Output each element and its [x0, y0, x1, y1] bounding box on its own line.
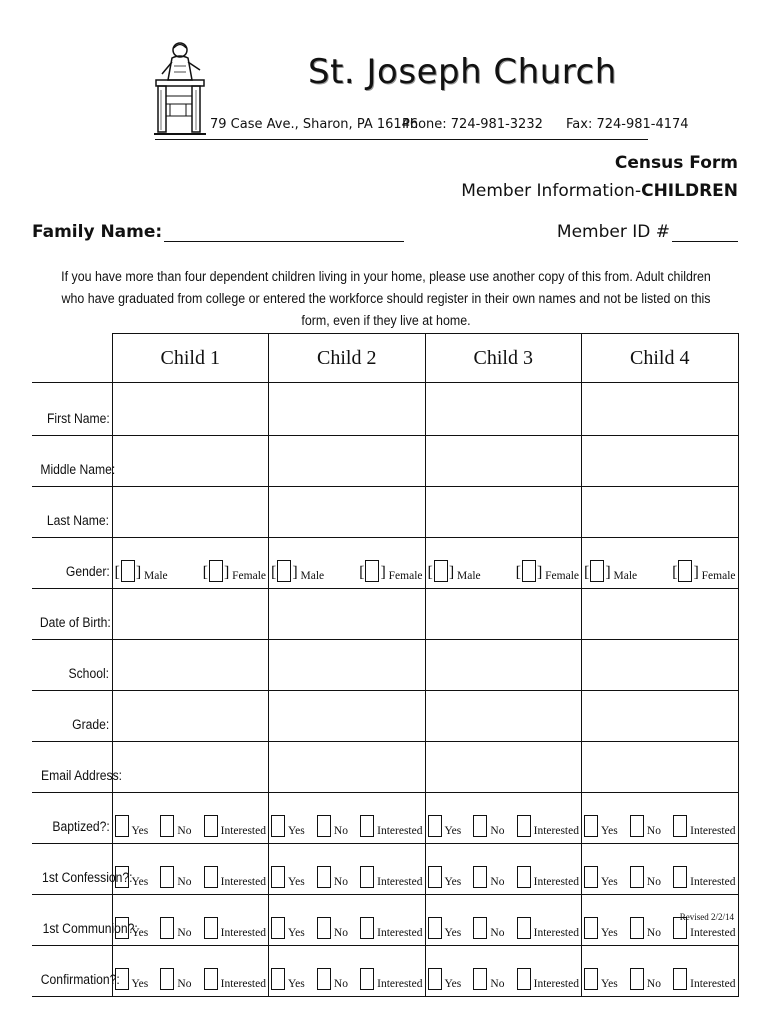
- table-row: [32, 383, 738, 436]
- form-subtitle: [461, 181, 738, 201]
- grade-input[interactable]: [582, 691, 739, 742]
- yes-checkbox[interactable]: [271, 866, 285, 888]
- confession-no-option[interactable]: [160, 866, 191, 888]
- baptized-no-option[interactable]: [160, 815, 191, 837]
- male-label: Male: [300, 570, 325, 582]
- form-instructions: If you have more than four dependent children living in your home, please use another copy of this from. Adult children who have graduated from college or entered the workforce should register in their own names and not be listed on this form, even if they live at home.: [61, 269, 711, 328]
- email-address-input[interactable]: [582, 742, 739, 793]
- member-id-input[interactable]: [672, 225, 738, 242]
- male-option[interactable]: [ ] Male: [271, 560, 324, 582]
- confirmation-no-option[interactable]: [160, 968, 191, 990]
- interested-label: Interested: [533, 825, 579, 837]
- middle-name-label: Middle Name:: [32, 436, 112, 487]
- yes-checkbox[interactable]: [428, 866, 442, 888]
- column-header-child-3: Child 3: [425, 334, 582, 383]
- communion-yes-option[interactable]: [584, 917, 618, 939]
- baptized-no-option[interactable]: [473, 815, 504, 837]
- no-label: No: [177, 978, 192, 990]
- yes-checkbox[interactable]: [584, 968, 598, 990]
- confession-interested-option[interactable]: [360, 866, 422, 888]
- baptized-no-option[interactable]: [630, 815, 661, 837]
- interested-checkbox[interactable]: [204, 917, 218, 939]
- interested-checkbox[interactable]: [517, 815, 531, 837]
- member-id-field: [557, 222, 738, 242]
- no-checkbox[interactable]: [630, 866, 644, 888]
- male-checkbox[interactable]: [590, 560, 604, 582]
- baptized-yes-option[interactable]: [271, 815, 305, 837]
- no-label: No: [177, 927, 192, 939]
- confirmation-no-option[interactable]: [473, 968, 504, 990]
- table-row: [32, 793, 738, 844]
- interested-label: Interested: [533, 978, 579, 990]
- confirmation-yes-option[interactable]: [428, 968, 462, 990]
- communion-options-cell: [269, 895, 426, 946]
- no-label: No: [646, 927, 661, 939]
- communion-options-cell: [425, 895, 582, 946]
- first-name-input[interactable]: [269, 383, 426, 436]
- no-checkbox[interactable]: [473, 815, 487, 837]
- no-label: No: [490, 876, 505, 888]
- female-checkbox[interactable]: [209, 560, 223, 582]
- baptized-yes-option[interactable]: [428, 815, 462, 837]
- communion-no-option[interactable]: [317, 917, 348, 939]
- grade-input[interactable]: [269, 691, 426, 742]
- interested-checkbox[interactable]: [360, 866, 374, 888]
- confirmation-no-option[interactable]: [317, 968, 348, 990]
- baptized-yes-option[interactable]: [115, 815, 149, 837]
- interested-label: Interested: [533, 876, 579, 888]
- female-label: Female: [545, 570, 579, 582]
- confession-options-cell: [112, 844, 269, 895]
- yes-checkbox[interactable]: [115, 815, 129, 837]
- first-name-label: First Name:: [32, 383, 112, 436]
- baptized-interested-option[interactable]: [673, 815, 735, 837]
- baptized-options-cell: [112, 793, 269, 844]
- no-checkbox[interactable]: [317, 815, 331, 837]
- interested-checkbox[interactable]: [673, 968, 687, 990]
- confirmation-options-cell: [269, 946, 426, 997]
- first-name-input[interactable]: [582, 383, 739, 436]
- no-label: No: [490, 825, 505, 837]
- no-label: No: [490, 978, 505, 990]
- yes-label: Yes: [601, 876, 618, 888]
- yes-checkbox[interactable]: [584, 815, 598, 837]
- first-communion-label: 1st Communion?:: [32, 895, 112, 946]
- yes-label: Yes: [288, 825, 305, 837]
- table-row: [32, 844, 738, 895]
- interested-label: Interested: [690, 927, 736, 939]
- church-address: 79 Case Ave., Sharon, PA 16146: [210, 117, 419, 132]
- male-checkbox[interactable]: [277, 560, 291, 582]
- baptized-yes-option[interactable]: [584, 815, 618, 837]
- interested-checkbox[interactable]: [517, 968, 531, 990]
- no-label: No: [646, 876, 661, 888]
- interested-label: Interested: [377, 825, 423, 837]
- school-input[interactable]: [112, 640, 269, 691]
- baptized-interested-option[interactable]: [517, 815, 579, 837]
- yes-label: Yes: [131, 978, 149, 990]
- male-option[interactable]: [ ] Male: [584, 560, 637, 582]
- yes-label: Yes: [444, 978, 462, 990]
- communion-interested-option[interactable]: [360, 917, 422, 939]
- interested-label: Interested: [220, 825, 266, 837]
- confirmation-options-cell: [112, 946, 269, 997]
- last-name-input[interactable]: [112, 487, 269, 538]
- male-option[interactable]: [ ] Male: [115, 560, 168, 582]
- church-phone: Phone: 724-981-3232: [402, 117, 543, 132]
- no-checkbox[interactable]: [317, 968, 331, 990]
- carpenter-saint-joseph-icon: [152, 40, 208, 138]
- female-checkbox[interactable]: [678, 560, 692, 582]
- no-label: No: [333, 978, 348, 990]
- female-option[interactable]: [ ] Female: [516, 560, 579, 582]
- communion-no-option[interactable]: [630, 917, 661, 939]
- yes-checkbox[interactable]: [584, 866, 598, 888]
- revision-date: Revised 2/2/14: [679, 912, 734, 922]
- female-option[interactable]: [ ] Female: [359, 560, 422, 582]
- header-divider: [155, 139, 648, 140]
- gender-label: Gender:: [32, 538, 112, 589]
- yes-label: Yes: [288, 927, 305, 939]
- middle-name-input[interactable]: [582, 436, 739, 487]
- no-checkbox[interactable]: [317, 866, 331, 888]
- confirmation-options-cell: [582, 946, 739, 997]
- confession-no-option[interactable]: [473, 866, 504, 888]
- no-checkbox[interactable]: [160, 815, 174, 837]
- confession-interested-option[interactable]: [517, 866, 579, 888]
- interested-label: Interested: [220, 876, 266, 888]
- no-checkbox[interactable]: [160, 968, 174, 990]
- confirmation-yes-option[interactable]: [271, 968, 305, 990]
- table-row: [32, 436, 738, 487]
- form-title: Census Form: [614, 153, 738, 173]
- yes-label: Yes: [131, 876, 149, 888]
- no-label: No: [177, 825, 192, 837]
- interested-checkbox[interactable]: [517, 917, 531, 939]
- table-corner: [32, 334, 112, 383]
- confirmation-interested-option[interactable]: [517, 968, 579, 990]
- yes-label: Yes: [601, 927, 618, 939]
- no-label: No: [646, 978, 661, 990]
- yes-label: Yes: [601, 978, 618, 990]
- confirmation-yes-option[interactable]: [584, 968, 618, 990]
- yes-checkbox[interactable]: [428, 917, 442, 939]
- grade-label: Grade:: [32, 691, 112, 742]
- last-name-label: Last Name:: [32, 487, 112, 538]
- yes-label: Yes: [131, 825, 149, 837]
- member-id-label: Member ID #: [556, 222, 670, 242]
- date-of-birth-input[interactable]: [425, 589, 582, 640]
- baptized-options-cell: [582, 793, 739, 844]
- no-label: No: [333, 876, 348, 888]
- yes-checkbox[interactable]: [428, 968, 442, 990]
- interested-label: Interested: [377, 876, 423, 888]
- date-of-birth-input[interactable]: [112, 589, 269, 640]
- gender-cell: [112, 538, 269, 589]
- communion-no-option[interactable]: [473, 917, 504, 939]
- yes-checkbox[interactable]: [428, 815, 442, 837]
- yes-label: Yes: [288, 978, 305, 990]
- last-name-input[interactable]: [269, 487, 426, 538]
- date-of-birth-input[interactable]: [582, 589, 739, 640]
- interested-label: Interested: [377, 927, 423, 939]
- interested-label: Interested: [220, 927, 266, 939]
- baptized-options-cell: [425, 793, 582, 844]
- table-row: [32, 589, 738, 640]
- email-address-input[interactable]: [425, 742, 582, 793]
- interested-label: Interested: [690, 825, 736, 837]
- confirmation-label: Confirmation?:: [32, 946, 112, 997]
- school-input[interactable]: [269, 640, 426, 691]
- gender-cell: [269, 538, 426, 589]
- communion-no-option[interactable]: [160, 917, 191, 939]
- yes-checkbox[interactable]: [271, 815, 285, 837]
- no-checkbox[interactable]: [473, 968, 487, 990]
- family-name-input[interactable]: [164, 225, 404, 242]
- table-row: [32, 742, 738, 793]
- first-name-input[interactable]: [112, 383, 269, 436]
- yes-label: Yes: [131, 927, 149, 939]
- no-label: No: [333, 825, 348, 837]
- table-row: [32, 946, 738, 997]
- no-label: No: [646, 825, 661, 837]
- no-checkbox[interactable]: [630, 815, 644, 837]
- table-row: [32, 538, 738, 589]
- column-header-child-2: Child 2: [269, 334, 426, 383]
- communion-interested-option[interactable]: [517, 917, 579, 939]
- no-checkbox[interactable]: [473, 917, 487, 939]
- female-label: Female: [701, 570, 736, 582]
- female-checkbox[interactable]: [365, 560, 379, 582]
- yes-label: Yes: [444, 927, 462, 939]
- confession-no-option[interactable]: [630, 866, 661, 888]
- male-label: Male: [457, 570, 481, 582]
- column-header-child-4: Child 4: [582, 334, 739, 383]
- male-checkbox[interactable]: [434, 560, 448, 582]
- yes-checkbox[interactable]: [271, 917, 285, 939]
- column-header-child-1: Child 1: [112, 334, 269, 383]
- interested-checkbox[interactable]: [517, 866, 531, 888]
- confirmation-interested-option[interactable]: [204, 968, 266, 990]
- male-checkbox[interactable]: [121, 560, 135, 582]
- no-checkbox[interactable]: [160, 917, 174, 939]
- no-label: No: [177, 876, 192, 888]
- baptized-interested-option[interactable]: [360, 815, 422, 837]
- baptized-options-cell: [269, 793, 426, 844]
- no-checkbox[interactable]: [630, 917, 644, 939]
- school-input[interactable]: [582, 640, 739, 691]
- middle-name-input[interactable]: [112, 436, 269, 487]
- no-checkbox[interactable]: [317, 917, 331, 939]
- date-of-birth-label: Date of Birth:: [32, 589, 112, 640]
- communion-yes-option[interactable]: [428, 917, 462, 939]
- interested-label: Interested: [690, 876, 736, 888]
- interested-checkbox[interactable]: [204, 866, 218, 888]
- yes-label: Yes: [444, 825, 462, 837]
- grade-input[interactable]: [112, 691, 269, 742]
- male-label: Male: [613, 570, 638, 582]
- confession-interested-option[interactable]: [673, 866, 735, 888]
- female-label: Female: [388, 570, 423, 582]
- baptized-no-option[interactable]: [317, 815, 348, 837]
- first-name-input[interactable]: [425, 383, 582, 436]
- yes-label: Yes: [601, 825, 618, 837]
- female-checkbox[interactable]: [522, 560, 536, 582]
- female-label: Female: [232, 570, 266, 582]
- confirmation-options-cell: [425, 946, 582, 997]
- confession-yes-option[interactable]: [271, 866, 305, 888]
- subtitle-prefix: Member Information-: [461, 181, 642, 201]
- email-address-input[interactable]: [269, 742, 426, 793]
- no-checkbox[interactable]: [160, 866, 174, 888]
- communion-interested-option[interactable]: [204, 917, 266, 939]
- table-row: [32, 895, 738, 946]
- gender-cell: [425, 538, 582, 589]
- interested-label: Interested: [377, 978, 423, 990]
- grade-input[interactable]: [425, 691, 582, 742]
- confession-options-cell: [582, 844, 739, 895]
- interested-checkbox[interactable]: [360, 968, 374, 990]
- interested-checkbox[interactable]: [360, 815, 374, 837]
- male-option[interactable]: [ ] Male: [428, 560, 481, 582]
- male-label: Male: [144, 570, 168, 582]
- female-option[interactable]: [ ] Female: [672, 560, 735, 582]
- school-label: School:: [32, 640, 112, 691]
- communion-options-cell: [112, 895, 269, 946]
- confession-no-option[interactable]: [317, 866, 348, 888]
- interested-checkbox[interactable]: [673, 866, 687, 888]
- gender-cell: [582, 538, 739, 589]
- interested-checkbox[interactable]: [673, 815, 687, 837]
- confirmation-interested-option[interactable]: [360, 968, 422, 990]
- interested-checkbox[interactable]: [204, 815, 218, 837]
- interested-checkbox[interactable]: [204, 968, 218, 990]
- email-address-label: Email Address:: [32, 742, 112, 793]
- subtitle-bold: CHILDREN: [641, 181, 738, 201]
- confession-options-cell: [425, 844, 582, 895]
- date-of-birth-input[interactable]: [269, 589, 426, 640]
- middle-name-input[interactable]: [425, 436, 582, 487]
- yes-label: Yes: [288, 876, 305, 888]
- children-census-table: [32, 333, 739, 997]
- baptized-interested-option[interactable]: [204, 815, 266, 837]
- confession-options-cell: [269, 844, 426, 895]
- confirmation-interested-option[interactable]: [673, 968, 735, 990]
- church-fax: Fax: 724-981-4174: [566, 117, 689, 132]
- table-row: [32, 487, 738, 538]
- table-row: [32, 640, 738, 691]
- middle-name-input[interactable]: [269, 436, 426, 487]
- no-checkbox[interactable]: [473, 866, 487, 888]
- no-label: No: [490, 927, 505, 939]
- interested-label: Interested: [690, 978, 736, 990]
- confession-yes-option[interactable]: [428, 866, 462, 888]
- email-address-input[interactable]: [112, 742, 269, 793]
- school-input[interactable]: [425, 640, 582, 691]
- confession-yes-option[interactable]: [584, 866, 618, 888]
- confession-interested-option[interactable]: [204, 866, 266, 888]
- yes-checkbox[interactable]: [271, 968, 285, 990]
- interested-label: Interested: [220, 978, 266, 990]
- interested-checkbox[interactable]: [360, 917, 374, 939]
- interested-label: Interested: [533, 927, 579, 939]
- last-name-input[interactable]: [582, 487, 739, 538]
- baptized-label: Baptized?:: [32, 793, 112, 844]
- confirmation-no-option[interactable]: [630, 968, 661, 990]
- female-option[interactable]: [ ] Female: [203, 560, 266, 582]
- communion-yes-option[interactable]: [271, 917, 305, 939]
- first-confession-label: 1st Confession?:: [32, 844, 112, 895]
- family-name-label: Family Name:: [32, 222, 163, 242]
- table-row: [32, 691, 738, 742]
- church-name: St. Joseph Church: [308, 52, 617, 92]
- yes-checkbox[interactable]: [584, 917, 598, 939]
- yes-label: Yes: [444, 876, 462, 888]
- last-name-input[interactable]: [425, 487, 582, 538]
- family-name-field: [32, 222, 404, 242]
- no-checkbox[interactable]: [630, 968, 644, 990]
- no-label: No: [333, 927, 348, 939]
